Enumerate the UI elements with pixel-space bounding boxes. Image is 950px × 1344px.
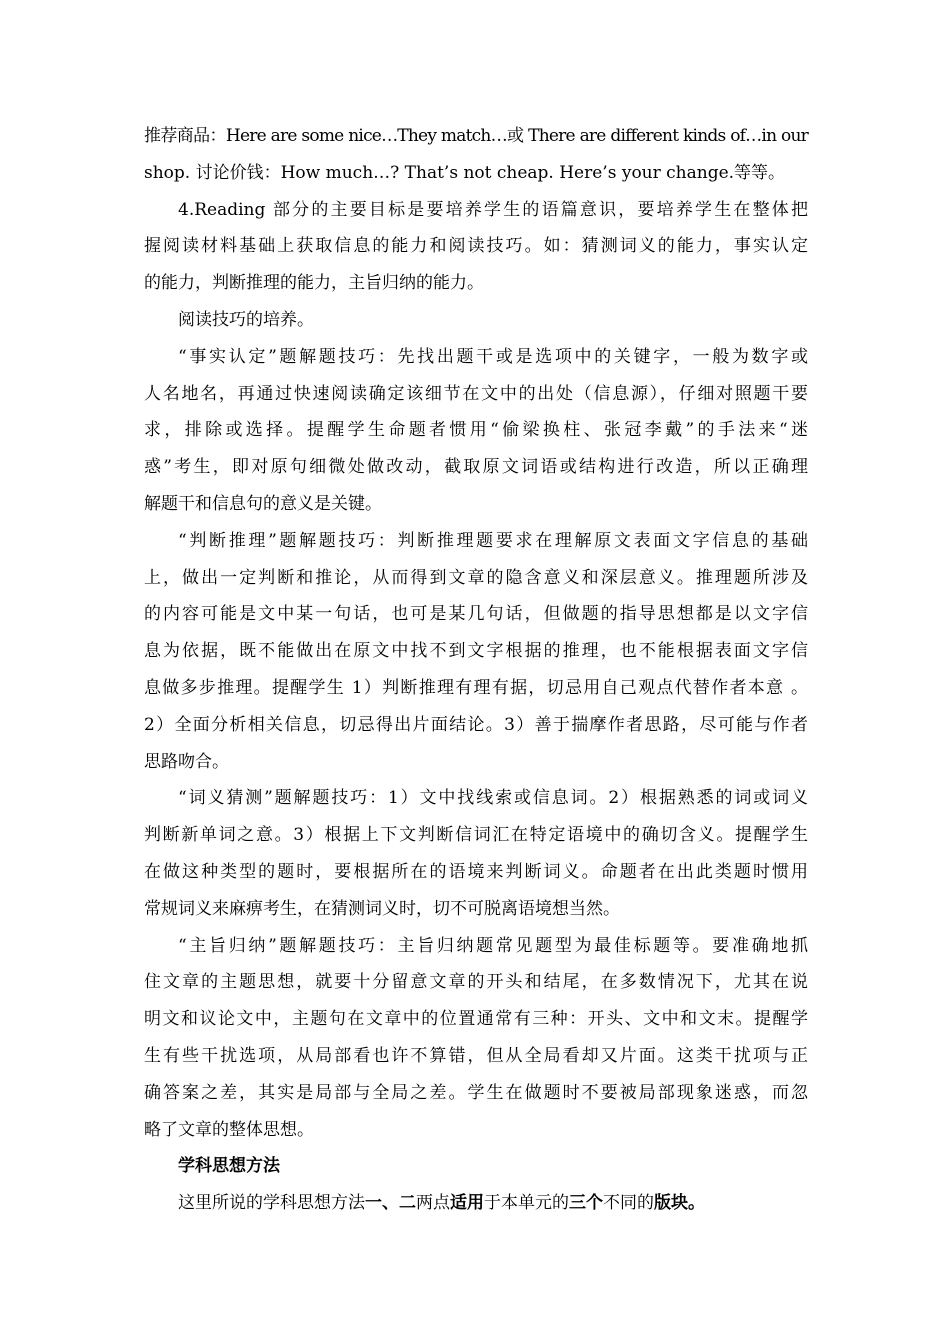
- text-line: 略了文章的整体思想。: [144, 1119, 314, 1140]
- text-line: shop. 讨论价钱：How much…? That’s not cheap. Here’s your change.等等。: [144, 162, 786, 183]
- text-run: 不同的: [603, 1193, 654, 1214]
- text-line: 握阅读材料基础上获取信息的能力和阅读技巧。如：猜测词义的能力，事实认定: [144, 236, 808, 257]
- paragraph-start-line: “判断推理”题解题技巧：判断推理题要求在理解原文表面文字信息的基础: [178, 530, 808, 551]
- text-line: 常规词义来麻痹考生，在猜测词义时，切不可脱离语境想当然。: [144, 898, 620, 919]
- text-line: 确答案之差，其实是局部与全局之差。学生在做题时不要被局部现象迷惑，而忽: [144, 1082, 808, 1103]
- text-line: 求，排除或选择。提醒学生命题者惯用“偷梁换柱、张冠李戴”的手法来“迷: [144, 420, 808, 441]
- text-line: 的内容可能是文中某一句话，也可是某几句话，但做题的指导思想都是以文字信: [144, 604, 808, 625]
- text-line: 2）全面分析相关信息，切忌得出片面结论。3）善于揣摩作者思路，尽可能与作者: [144, 714, 808, 735]
- text-line: 人名地名，再通过快速阅读确定该细节在文中的出处（信息源），仔细对照题干要: [144, 383, 808, 404]
- document-page: [144, 118, 808, 1222]
- text-line: 的能力，判断推理的能力，主旨归纳的能力。: [144, 273, 484, 294]
- text-line: 息为依据，既不能做出在原文中找不到文字根据的推理，也不能根据表面文字信: [144, 641, 808, 662]
- text-run: 于本单元的: [484, 1193, 569, 1214]
- bold-text-run: 版块。: [654, 1193, 705, 1214]
- text-line: 推荐商品：Here are some nice…They match…或 There are different kinds of…in our: [144, 126, 808, 146]
- text-line: 住文章的主题思想，就要十分留意文章的开头和结尾，在多数情况下，尤其在说: [144, 972, 808, 993]
- text-line: 思路吻合。: [144, 751, 229, 772]
- bold-text-run: 三个: [569, 1193, 603, 1214]
- paragraph-start-line: “词义猜测”题解题技巧：1）文中找线索或信息词。2）根据熟悉的词或词义: [178, 788, 808, 809]
- bold-text-run: 一、二: [365, 1193, 416, 1214]
- section-heading: 学科思想方法: [178, 1156, 280, 1177]
- text-line: 息做多步推理。提醒学生 1）判断推理有理有据，切忌用自己观点代替作者本意 。: [144, 677, 808, 698]
- text-line: 上，做出一定判断和推论，从而得到文章的隐含意义和深层意义。推理题所涉及: [144, 567, 808, 588]
- text-line: 明文和议论文中，主题句在文章中的位置通常有三种：开头、文中和文末。提醒学: [144, 1009, 808, 1030]
- text-run: 两点: [416, 1193, 450, 1214]
- paragraph-start-line: 4.Reading 部分的主要目标是要培养学生的语篇意识，要培养学生在整体把: [178, 199, 808, 220]
- last-paragraph-line: [144, 1185, 808, 1222]
- bold-text-run: 适用: [450, 1193, 484, 1214]
- text-line: 生有些干扰选项，从局部看也许不算错，但从全局看却又片面。这类干扰项与正: [144, 1045, 808, 1066]
- paragraph-start-line: “主旨归纳”题解题技巧：主旨归纳题常见题型为最佳标题等。要准确地抓: [178, 935, 808, 956]
- text-line: 惑”考生，即对原句细微处做改动，截取原文词语或结构进行改造，所以正确理: [144, 457, 808, 478]
- text-line: 解题干和信息句的意义是关键。: [144, 493, 382, 514]
- text-run: 这里所说的学科思想方法: [178, 1193, 365, 1214]
- text-line: 在做这种类型的题时，要根据所在的语境来判断词义。命题者在出此类题时惯用: [144, 861, 808, 882]
- paragraph-start-line: 阅读技巧的培养。: [178, 309, 314, 330]
- paragraph-start-line: “事实认定”题解题技巧：先找出题干或是选项中的关键字，一般为数字或: [178, 346, 808, 367]
- text-line: 判断新单词之意。3）根据上下文判断信词汇在特定语境中的确切含义。提醒学生: [144, 825, 808, 846]
